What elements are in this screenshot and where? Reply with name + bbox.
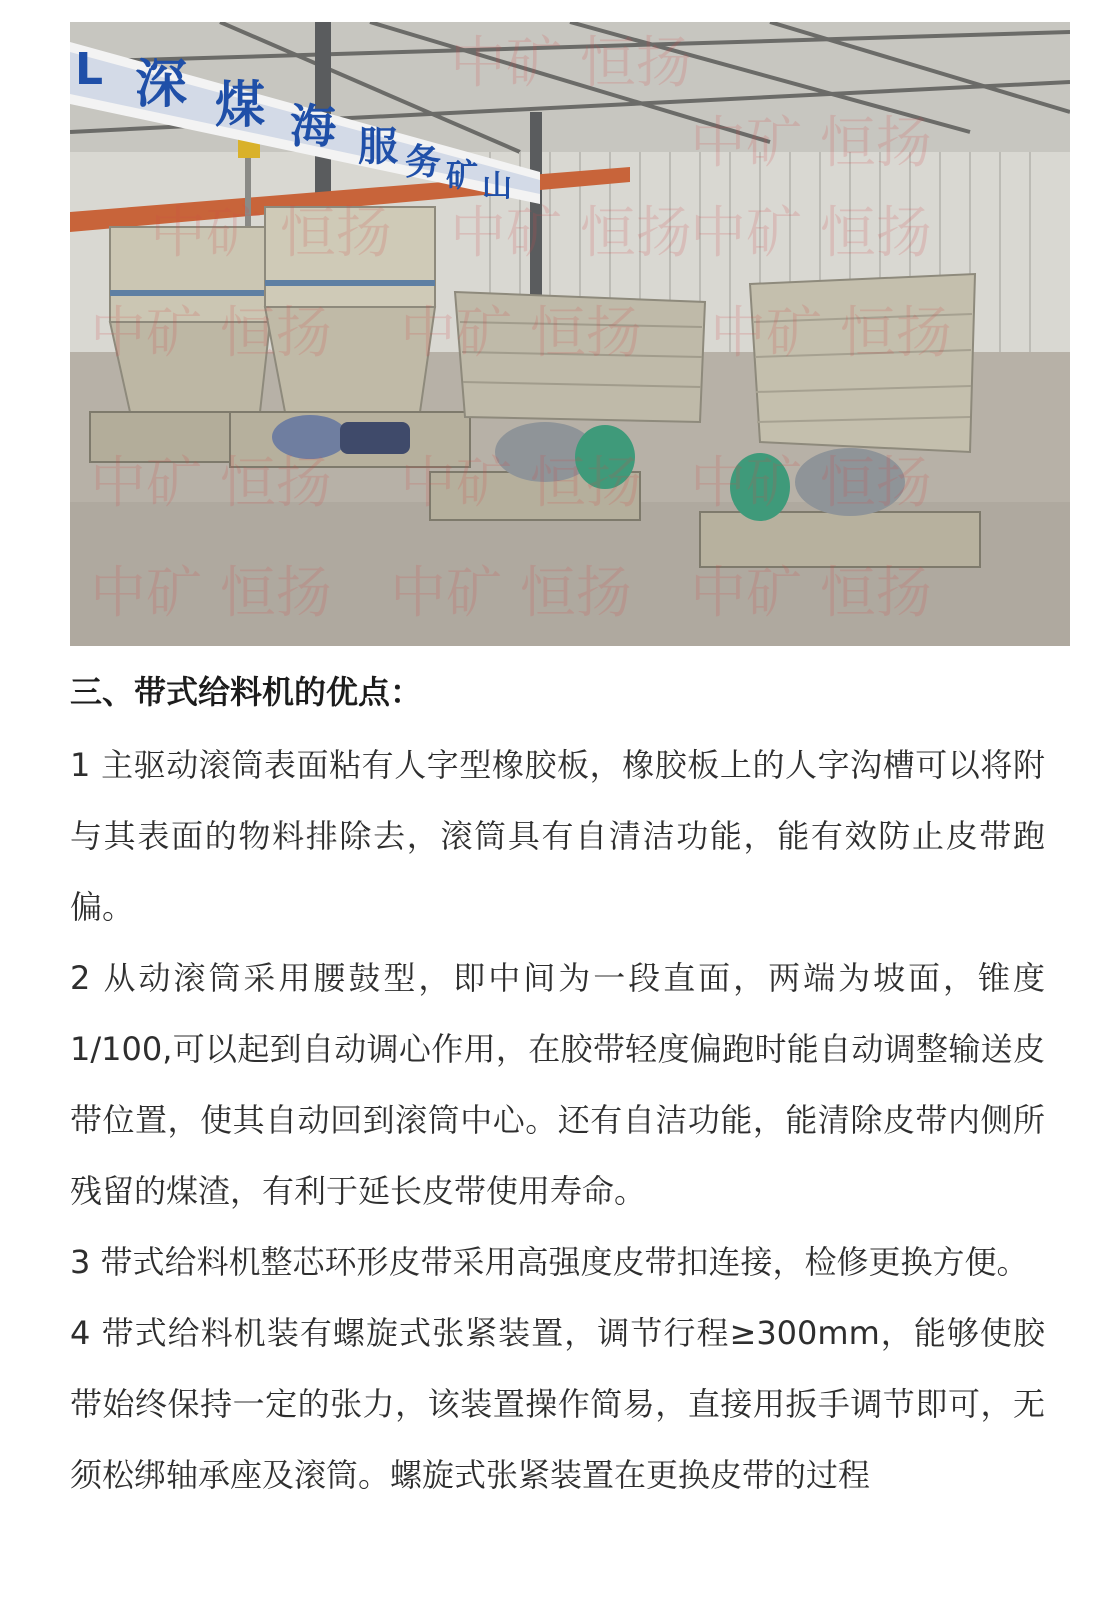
svg-text:中矿 恒扬: 中矿 恒扬 — [690, 561, 932, 626]
svg-text:中矿 恒扬: 中矿 恒扬 — [90, 561, 332, 626]
svg-text:中矿 恒扬: 中矿 恒扬 — [690, 201, 932, 266]
svg-text:中矿 恒扬: 中矿 恒扬 — [150, 201, 392, 266]
factory-scene — [70, 22, 1070, 646]
svg-text:中矿 恒扬: 中矿 恒扬 — [90, 301, 332, 366]
banner-char: 服 — [358, 124, 398, 170]
banner-char: 深 — [135, 55, 188, 115]
banner-char: 务 — [405, 142, 442, 183]
banner-char: 煤 — [215, 76, 265, 134]
product-photo — [70, 22, 1070, 646]
banner-char: 海 — [290, 99, 336, 153]
advantage-paragraph-3: 3 带式给料机整芯环形皮带采用高强度皮带扣连接，检修更换方便。 — [70, 1243, 1029, 1281]
svg-text:中矿 恒扬: 中矿 恒扬 — [690, 451, 932, 516]
advantage-paragraph-4: 4 带式给料机装有螺旋式张紧装置，调节行程≥300mm，能够使胶带始终保持一定的张力，该装置操作简易，直接用扳手调节即可，无须松绑轴承座及滚筒。螺旋式张紧装置在更换皮带的过程 — [70, 1314, 1045, 1494]
banner-char: 山 — [482, 169, 512, 204]
section-heading: 三、带式给料机的优点： — [70, 673, 423, 711]
advantage-paragraph-2: 2 从动滚筒采用腰鼓型，即中间为一段直面，两端为坡面，锥度1/100,可以起到自动调心作用，在胶带轻度偏跑时能自动调整输送皮带位置，使其自动回到滚筒中心。还有自洁功能，能清除皮带内侧所残留的煤渣，有利于延长皮带使用寿命。 — [70, 959, 1045, 1210]
svg-text:中矿 恒扬: 中矿 恒扬 — [450, 201, 692, 266]
svg-text:中矿 恒扬: 中矿 恒扬 — [90, 451, 332, 516]
svg-text:中矿 恒扬: 中矿 恒扬 — [400, 301, 642, 366]
banner-char: 矿 — [446, 156, 479, 194]
svg-text:中矿 恒扬: 中矿 恒扬 — [710, 301, 952, 366]
svg-text:中矿 恒扬: 中矿 恒扬 — [690, 111, 932, 176]
svg-text:中矿 恒扬: 中矿 恒扬 — [450, 31, 692, 96]
advantage-paragraph-1: 1 主驱动滚筒表面粘有人字型橡胶板，橡胶板上的人字沟槽可以将附与其表面的物料排除去，滚筒具有自清洁功能，能有效防止皮带跑偏。 — [70, 746, 1045, 926]
svg-text:中矿 恒扬: 中矿 恒扬 — [400, 451, 642, 516]
article-body — [70, 664, 1045, 1511]
svg-text:中矿 恒扬: 中矿 恒扬 — [390, 561, 632, 626]
banner-char: L — [75, 44, 104, 95]
